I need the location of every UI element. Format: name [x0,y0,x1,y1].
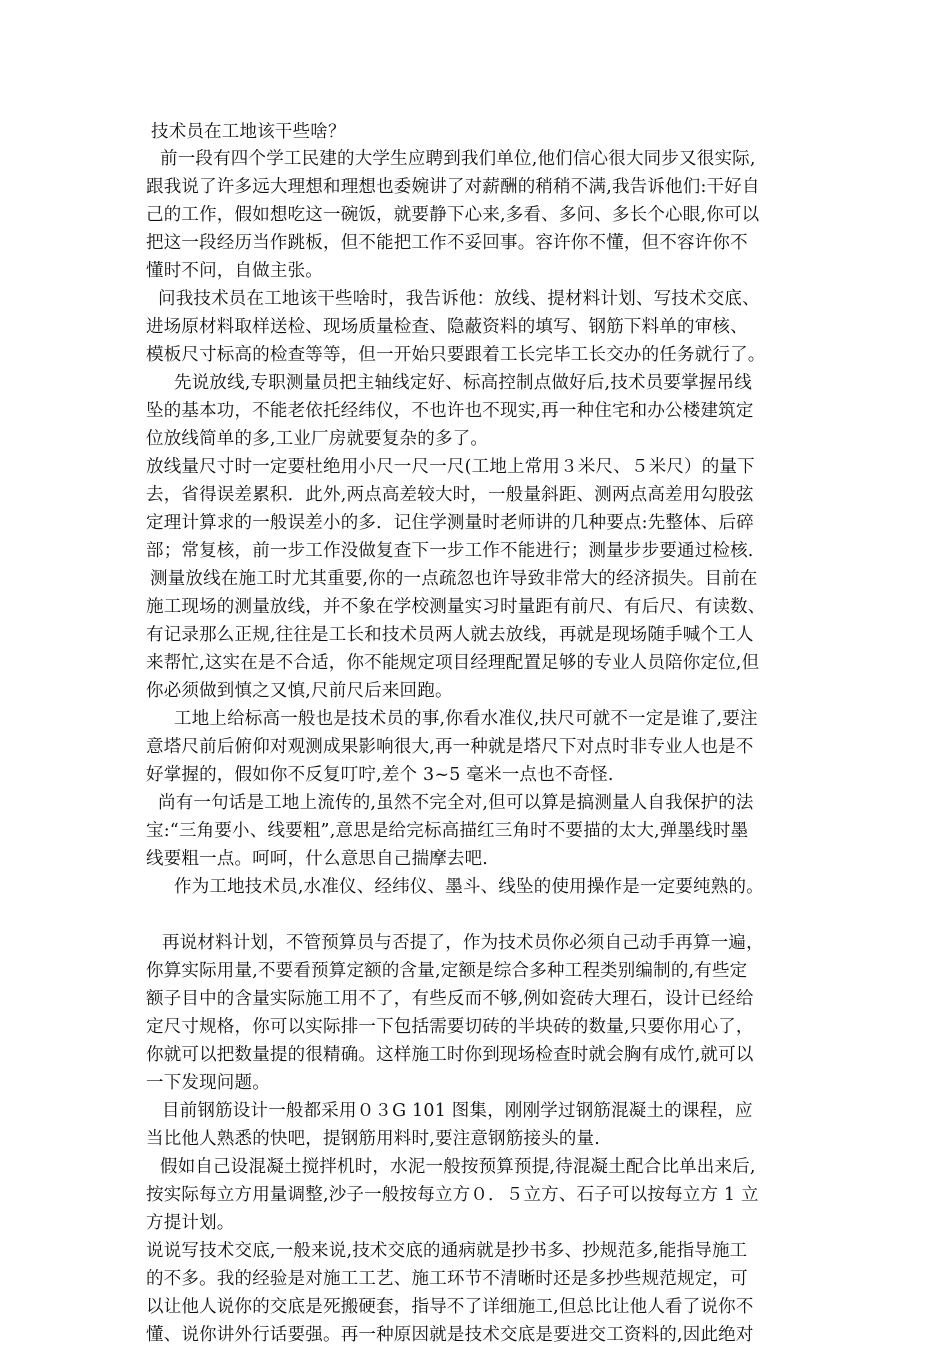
text-line: 先说放线,专职测量员把主轴线定好、标高控制点做好后,技术员要掌握吊线 [174,373,752,393]
text-line: 按实际每立方用量调整,沙子一般按每立方０．５立方、石子可以按每立方 1 立 [146,1185,759,1205]
text-line: 位放线简单的多,工业厂房就要复杂的多了。 [146,429,489,449]
text-line: 来帮忙,这实在是不合适，你不能规定项目经理配置足够的专业人员陪你定位,但 [146,653,760,673]
document-title: 技术员在工地该干些啥？ [151,122,346,142]
text-line: 方提计划。 [146,1213,235,1233]
text-line: 工地上给标高一般也是技术员的事,你看水准仪,扶尺可就不一定是谁了,要注 [174,709,758,729]
text-line: 当比他人熟悉的快吧，提钢筋用料时,要注意钢筋接头的量. [146,1129,601,1149]
text-line: 一下发现问题。 [146,1073,270,1093]
text-line: 去，省得误差累积．此外,两点高差较大时，一般量斜距、测两点高差用勾股弦 [146,485,754,505]
text-line: 放线量尺寸时一定要杜绝用小尺一尺一尺(工地上常用３米尺、５米尺）的量下 [146,457,755,477]
text-line: 懂时不问，自做主张。 [146,261,323,281]
text-line: 测量放线在施工时尤其重要,你的一点疏忽也许导致非常大的经济损失。目前在 [150,569,758,589]
text-line: 有记录那么正规,往往是工长和技术员两人就去放线，再就是现场随手喊个工人 [146,625,754,645]
text-line: 问我技术员在工地该干些啥时，我告诉他：放线、提材料计划、写技术交底、 [158,289,760,309]
text-line: 再说材料计划，不管预算员与否提了，作为技术员你必须自己动手再算一遍， [162,933,764,953]
text-line: 施工现场的测量放线，并不象在学校测量实习时量距有前尺、有后尺、有读数、 [146,597,766,617]
text-line: 说说写技术交底,一般来说,技术交底的通病就是抄书多、抄规范多,能指导施工 [146,1241,748,1261]
text-line: 意塔尺前后俯仰对观测成果影响很大,再一种就是塔尺下对点时非专业人也是不 [146,737,754,757]
text-line: 宝:“三角要小、线要粗”,意思是给完标高描红三角时不要描的太大,弹墨线时墨 [146,821,749,841]
text-line: 以让他人说你的交底是死搬硬套，指导不了详细施工,但总比让他人看了说你不 [146,1297,754,1317]
text-line: 懂、说你讲外行话要强。再一种原因就是技术交底是要进交工资料的,因此绝对 [146,1325,754,1345]
text-line: 的不多。我的经验是对施工工艺、施工环节不清晰时还是多抄些规范规定，可 [146,1269,748,1289]
text-line: 定理计算求的一般误差小的多．记住学测量时老师讲的几种要点:先整体、后碎 [146,513,754,533]
text-line: 你就可以把数量提的很精确。这样施工时你到现场检查时就会胸有成竹,就可以 [146,1045,754,1065]
text-line: 跟我说了许多远大理想和理想也委婉讲了对薪酬的稍稍不满,我告诉他们:干好自 [146,177,760,197]
text-line: 模板尺寸标高的检查等等，但一开始只要跟着工长完毕工长交办的任务就行了。 [146,345,766,365]
text-line: 己的工作，假如想吃这一碗饭，就要静下心来,多看、多问、多长个心眼,你可以 [146,205,760,225]
text-line: 额子目中的含量实际施工用不了，有些反而不够,例如瓷砖大理石，设计已经给 [146,989,754,1009]
text-line: 好掌握的，假如你不反复叮咛,差个 3~5 毫米一点也不奇怪. [146,765,614,785]
text-line: 你算实际用量,不要看预算定额的含量,定额是综合多种工程类别编制的,有些定 [146,961,748,981]
text-line: 假如自己设混凝土搅拌机时，水泥一般按预算预提,待混凝土配合比单出来后, [160,1157,756,1177]
text-line: 目前钢筋设计一般都采用０３G 101 图集，刚刚学过钢筋混凝土的课程，应 [162,1101,753,1121]
text-line: 部；常复核，前一步工作没做复查下一步工作不能进行；测量步步要通过检核. [146,541,754,561]
text-line: 坠的基本功，不能老依托经纬仪，不也许也不现实,再一种住宅和办公楼建筑定 [146,401,754,421]
text-line: 尚有一句话是工地上流传的,虽然不完全对,但可以算是搞测量人自我保护的法 [158,793,754,813]
text-line: 你必须做到慎之又慎,尺前尺后来回跑。 [146,681,453,701]
text-line: 前一段有四个学工民建的大学生应聘到我们单位,他们信心很大同步又很实际, [160,149,756,169]
text-line: 把这一段经历当作跳板，但不能把工作不妥回事。容许你不懂，但不容许你不 [146,233,748,253]
text-line: 进场原材料取样送检、现场质量检查、隐蔽资料的填写、钢筋下料单的审核、 [146,317,748,337]
text-line: 定尺寸规格，你可以实际排一下包括需要切砖的半块砖的数量,只要你用心了， [146,1017,754,1037]
text-line: 作为工地技术员,水准仪、经纬仪、墨斗、线坠的使用操作是一定要纯熟的。 [174,877,764,897]
text-line: 线要粗一点。呵呵，什么意思自己揣摩去吧. [146,849,489,869]
